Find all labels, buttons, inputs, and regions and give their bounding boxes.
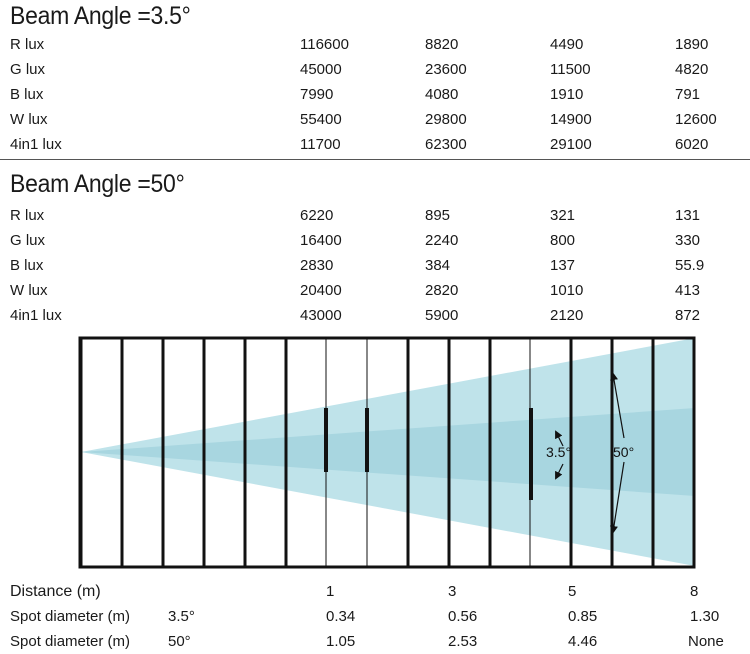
row-label-4in1: 4in1 lux	[10, 136, 62, 153]
value-cell: 1910	[550, 86, 584, 103]
beam-diagram	[78, 336, 696, 570]
row-label-4in1: 4in1 lux	[10, 307, 62, 324]
wide-angle-label: 50°	[613, 444, 635, 460]
spot-diameter-value: 1.30	[690, 608, 720, 625]
row-label-g: G lux	[10, 61, 46, 78]
value-cell: 7990	[300, 86, 334, 103]
value-cell: 8820	[425, 36, 459, 53]
value-cell: 43000	[300, 307, 342, 324]
value-cell: 330	[675, 232, 701, 249]
narrow-angle-label: 3.5°	[546, 444, 572, 460]
value-cell: 131	[675, 207, 701, 224]
distance-value: 3	[448, 583, 457, 600]
value-cell: 895	[425, 207, 451, 224]
spot-diameter-value: 0.56	[448, 608, 478, 625]
value-cell: 2120	[550, 307, 584, 324]
value-cell: 321	[550, 207, 576, 224]
value-cell: 2820	[425, 282, 459, 299]
distance-value: 8	[690, 583, 699, 600]
value-cell: 4490	[550, 36, 584, 53]
value-cell: 137	[550, 257, 576, 274]
spot-marker	[324, 408, 328, 472]
spot-diameter-value: 0.85	[568, 608, 598, 625]
row-label-g: G lux	[10, 232, 46, 249]
value-cell: 20400	[300, 282, 342, 299]
distance-value: 5	[568, 583, 577, 600]
value-cell: 2240	[425, 232, 459, 249]
value-cell: 800	[550, 232, 576, 249]
section-title-narrow: Beam Angle =3.5°	[10, 2, 191, 30]
value-cell: 1890	[675, 36, 709, 53]
value-cell: 14900	[550, 111, 592, 128]
value-cell: 29800	[425, 111, 467, 128]
row-label-b: B lux	[10, 86, 44, 103]
value-cell: 55.9	[675, 257, 705, 274]
spot-diameter-value: 2.53	[448, 633, 478, 650]
value-cell: 6220	[300, 207, 334, 224]
value-cell: 6020	[675, 136, 709, 153]
value-cell: 1010	[550, 282, 584, 299]
value-cell: 11500	[550, 61, 591, 78]
value-cell: 4820	[675, 61, 709, 78]
distance-label: Distance (m)	[10, 583, 101, 600]
spot-marker	[365, 408, 369, 472]
distance-value: 1	[326, 583, 335, 600]
value-cell: 413	[675, 282, 701, 299]
spot-diameter-label: Spot diameter (m)	[10, 608, 131, 625]
row-label-r: R lux	[10, 36, 45, 53]
value-cell: 791	[675, 86, 701, 103]
value-cell: 4080	[425, 86, 459, 103]
value-cell: 55400	[300, 111, 342, 128]
spot-diameter-value: 0.34	[326, 608, 356, 625]
value-cell: 29100	[550, 136, 592, 153]
section-title-wide: Beam Angle =50°	[10, 170, 185, 198]
value-cell: 16400	[300, 232, 342, 249]
value-cell: 23600	[425, 61, 467, 78]
value-cell: 384	[425, 257, 451, 274]
spot-angle-label: 3.5°	[168, 608, 195, 625]
value-cell: 11700	[300, 136, 341, 153]
spot-diameter-value: 1.05	[326, 633, 356, 650]
value-cell: 62300	[425, 136, 467, 153]
row-label-b: B lux	[10, 257, 44, 274]
spot-diameter-label: Spot diameter (m)	[10, 633, 131, 650]
section-divider	[0, 159, 750, 160]
row-label-w: W lux	[10, 111, 48, 128]
row-label-w: W lux	[10, 282, 48, 299]
spot-angle-label: 50°	[168, 633, 191, 650]
value-cell: 45000	[300, 61, 342, 78]
spot-diameter-value: 4.46	[568, 633, 598, 650]
spot-marker	[529, 408, 533, 500]
value-cell: 5900	[425, 307, 459, 324]
value-cell: 116600	[300, 36, 349, 53]
value-cell: 2830	[300, 257, 334, 274]
value-cell: 12600	[675, 111, 717, 128]
spot-diameter-value: None	[688, 633, 724, 650]
row-label-r: R lux	[10, 207, 45, 224]
value-cell: 872	[675, 307, 701, 324]
